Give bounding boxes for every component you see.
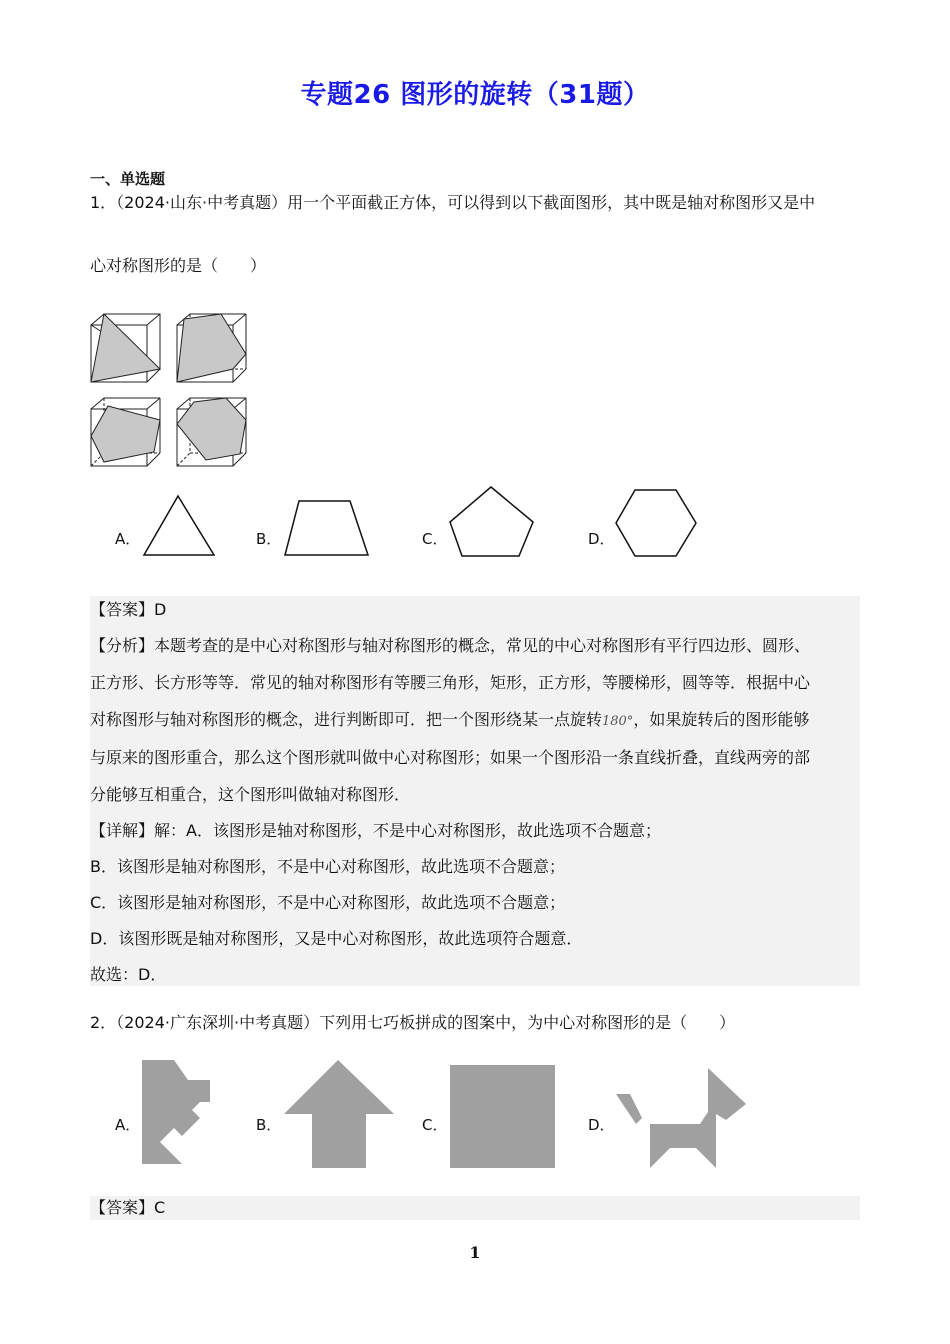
q2-stem: 2．（2024·广东深圳·中考真题）下列用七巧板拼成的图案中，为中心对称图形的是（ ） (90, 1013, 736, 1032)
q1-analysis-line5: 分能够互相重合，这个图形叫做轴对称图形． (90, 785, 411, 804)
q1-cube-sections-figure (88, 310, 250, 470)
page-number: 1 (469, 1243, 481, 1262)
q1-option-b-label[interactable]: B． (256, 530, 282, 548)
cube-pentagon-section (91, 398, 160, 466)
q1-option-a-triangle[interactable] (142, 492, 218, 560)
section-heading: 一、单选题 (90, 170, 166, 188)
q2-option-d-tangram[interactable] (614, 1066, 748, 1170)
q1-detail-line1: 【详解】解：A．该图形是轴对称图形，不是中心对称图形，故此选项不合题意； (90, 821, 661, 840)
q1-answer: 【答案】D (90, 600, 167, 619)
q1-analysis-line1: 【分析】本题考查的是中心对称图形与轴对称图形的概念，常见的中心对称图形有平行四边形、圆形、 (90, 636, 811, 655)
q1-choice: 故选：D． (90, 965, 167, 984)
q1-stem-line2: 心对称图形的是（ ） (90, 256, 267, 275)
q1-detail-line2: B．该图形是轴对称图形，不是中心对称图形，故此选项不合题意； (90, 857, 565, 876)
q1-option-c-pentagon[interactable] (448, 484, 536, 560)
page-title: 专题26 图形的旋转（31题） (300, 80, 650, 110)
q2-answer: 【答案】C (90, 1198, 166, 1217)
q1-option-d-hexagon[interactable] (614, 486, 700, 560)
q1-analysis-line2: 正方形、长方形等等．常见的轴对称图形有等腰三角形，矩形，正方形，等腰梯形，圆等等．根据中心 (90, 673, 811, 692)
q2-option-b-tangram[interactable] (282, 1058, 398, 1170)
q2-answer-panel (90, 1196, 860, 1220)
cube-hexagon-section (177, 398, 246, 466)
q1-analysis-line3-start: 对称图形与轴对称图形的概念，进行判断即可．把一个图形绕某一点旋转 (90, 710, 603, 729)
cube-trapezoid-section (177, 314, 246, 382)
q2-option-c-label[interactable]: C． (422, 1116, 448, 1134)
rotation-angle: 180° (602, 714, 634, 729)
q2-option-a-tangram[interactable] (138, 1058, 216, 1170)
q1-option-b-trapezoid[interactable] (282, 497, 374, 559)
q1-detail-line4: D．该图形既是轴对称图形，又是中心对称图形，故此选项符合题意． (90, 929, 583, 948)
q1-analysis-line4: 与原来的图形重合，那么这个图形就叫做中心对称图形；如果一个图形沿一条直线折叠，直线两旁的部 (90, 748, 811, 767)
cube-triangle-section (91, 314, 160, 382)
q1-analysis-line3 (90, 709, 809, 733)
q1-stem-line1: 1．（2024·山东·中考真题）用一个平面截正方体，可以得到以下截面图形，其中既是轴对称图形又是中 (90, 193, 816, 212)
q2-option-c-tangram[interactable] (448, 1064, 558, 1170)
q1-analysis-line3-end: ，如果旋转后的图形能够 (633, 710, 810, 729)
q2-option-a-label[interactable]: A． (115, 1116, 141, 1134)
q2-option-d-label[interactable]: D． (588, 1116, 615, 1134)
q2-option-b-label[interactable]: B． (256, 1116, 282, 1134)
q1-detail-line3: C．该图形是轴对称图形，不是中心对称图形，故此选项不合题意； (90, 893, 566, 912)
q1-option-a-label[interactable]: A． (115, 530, 141, 548)
q1-option-d-label[interactable]: D． (588, 530, 615, 548)
q1-option-c-label[interactable]: C． (422, 530, 448, 548)
